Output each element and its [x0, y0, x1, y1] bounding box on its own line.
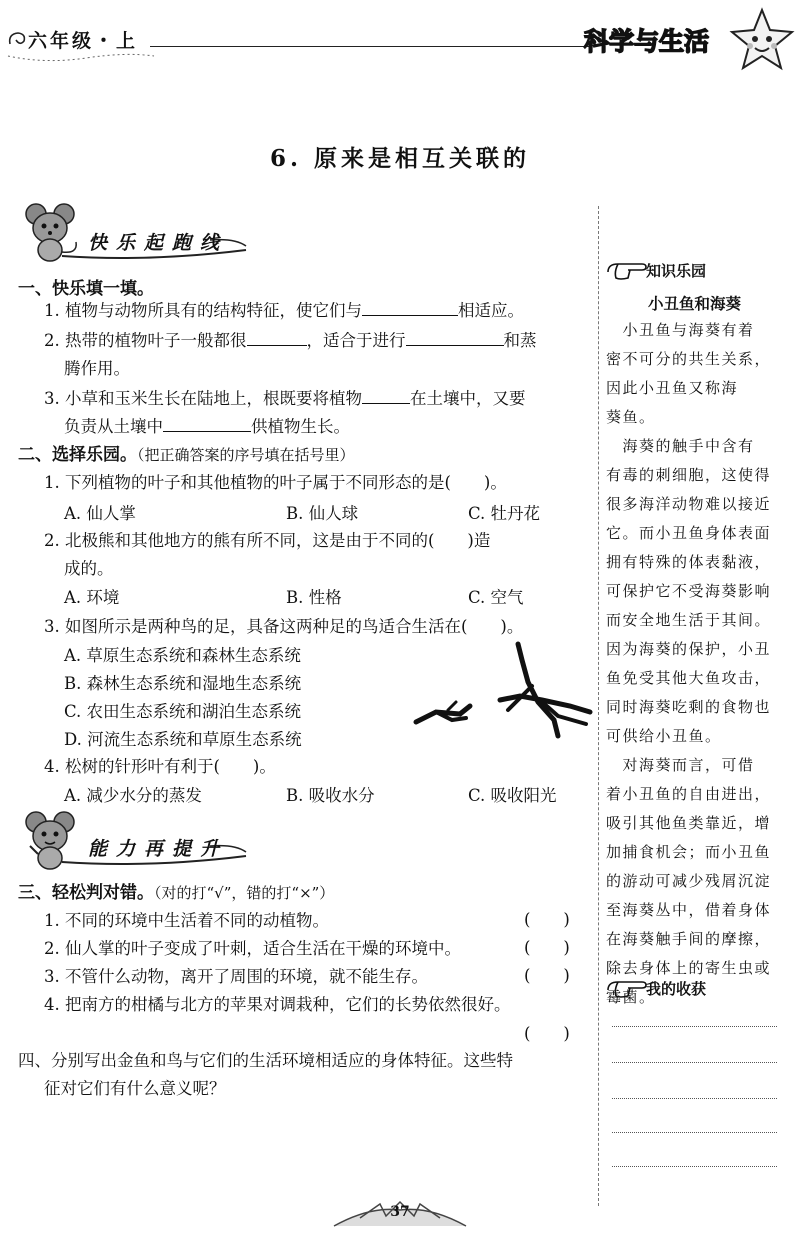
s2-q3-option-c[interactable]: C. 农田生态系统和湖泊生态系统	[64, 702, 302, 721]
article-line: 霉菌。	[606, 988, 656, 1006]
article-line: 很多海洋动物难以接近	[606, 495, 772, 513]
s3-item-2: 2. 仙人掌的叶子变成了叶刺，适合生活在干燥的环境中。	[44, 939, 461, 958]
sidebar-article	[606, 316, 794, 1012]
harvest-line-4[interactable]	[612, 1132, 777, 1133]
harvest-line-1[interactable]	[612, 1026, 777, 1027]
section3-note: （对的打“√”，错的打“×”）	[154, 884, 335, 902]
article-line: 吸引其他鱼类靠近，增	[606, 814, 772, 832]
grasping-foot-icon	[500, 644, 590, 736]
s1-q3	[44, 384, 526, 413]
article-line: 密不可分的共生关系，	[606, 350, 772, 368]
article-line: 加捕食机会；而小丑鱼	[606, 843, 772, 861]
article-line: 葵鱼。	[606, 408, 656, 426]
section2-heading: 二、选择乐园。	[18, 445, 137, 465]
s2-q3-stem: 3. 如图所示是两种鸟的足，具备这两种足的鸟适合生活在( )。	[44, 617, 524, 636]
s2-q2-stem: 2. 北极熊和其他地方的熊有所不同，这是由于不同的( )造	[44, 531, 491, 550]
s1-q3-text-d: 供植物生长。	[251, 417, 350, 436]
s2-q4-option-a[interactable]: A. 减少水分的蒸发	[64, 786, 202, 805]
article-line: 可供给小丑鱼。	[606, 727, 722, 745]
article-line: 除去身体上的寄生虫或	[606, 959, 772, 977]
page-title: 6. 原来是相互关联的	[269, 145, 531, 172]
s2-q2-option-b[interactable]: B. 性格	[286, 588, 342, 607]
s1-q2-blank2[interactable]	[406, 327, 504, 346]
s3-item-3-answer[interactable]: ( )	[524, 966, 570, 985]
article-line: 因此小丑鱼又称海	[606, 379, 739, 397]
article-line: 小丑鱼与海葵有着	[606, 321, 755, 339]
article-line: 拥有特殊的体表黏液，	[606, 553, 772, 571]
s2-q1-stem: 1. 下列植物的叶子和其他植物的叶子属于不同形态的是( )。	[44, 473, 507, 492]
section4-line2: 征对它们有什么意义呢？	[44, 1079, 226, 1098]
s2-q4-option-c[interactable]: C. 吸收阳光	[468, 786, 557, 805]
s1-q3-text-c: 负责从土壤中	[64, 417, 163, 436]
s2-q2-option-c[interactable]: C. 空气	[468, 588, 524, 607]
article-line: 鱼免受其他大鱼攻击，	[606, 669, 772, 687]
bird-feet-figure	[408, 640, 594, 740]
article-line: 可保护它不受海葵影响	[606, 582, 772, 600]
s3-item-1-answer[interactable]: ( )	[524, 910, 570, 929]
s1-q2-text-c: 和蒸	[503, 331, 537, 350]
s3-item-1: 1. 不同的环境中生活着不同的动植物。	[44, 911, 329, 930]
pointing-hand-icon	[606, 258, 648, 282]
s3-item-2-answer[interactable]: ( )	[524, 938, 570, 957]
s3-item-3: 3. 不管什么动物，离开了周围的环境，就不能生存。	[44, 967, 428, 986]
s2-q3-option-a[interactable]: A. 草原生态系统和森林生态系统	[64, 646, 301, 665]
section3-heading-row	[18, 878, 334, 903]
s1-q2-blank1[interactable]	[247, 327, 307, 346]
brand-title: 科学与生活	[584, 27, 710, 56]
harvest-line-5[interactable]	[612, 1166, 777, 1167]
header-decoration	[6, 52, 156, 62]
s2-q4-option-b[interactable]: B. 吸收水分	[286, 786, 375, 805]
s1-q2	[44, 326, 537, 355]
article-line: 对海葵而言，可借	[606, 756, 755, 774]
s1-q2-text-a: 2. 热带的植物叶子一般都很	[44, 331, 247, 350]
pointing-hand-icon-2	[606, 976, 648, 1000]
s1-q1-blank[interactable]	[362, 297, 458, 316]
s2-q4-stem: 4. 松树的针形叶有利于( )。	[44, 757, 276, 776]
article-line: 它。而小丑鱼身体表面	[606, 524, 772, 542]
article-line: 至海葵丛中，借着身体	[606, 901, 772, 919]
s1-q3-text-b: 在土壤中，又要	[410, 389, 526, 408]
article-title: 小丑鱼和海葵	[648, 295, 742, 313]
webbed-foot-icon	[416, 702, 470, 722]
harvest-line-2[interactable]	[612, 1062, 777, 1063]
article-line: 同时海葵吃剩的食物也	[606, 698, 772, 716]
s2-q3-option-b[interactable]: B. 森林生态系统和湿地生态系统	[64, 674, 302, 693]
section2-note: （把正确答案的序号填在括号里）	[137, 446, 355, 464]
grade-label: 六年级・上	[28, 30, 139, 52]
s2-q3-option-d[interactable]: D. 河流生态系统和草原生态系统	[64, 730, 302, 749]
s1-q3-blank2[interactable]	[163, 413, 251, 432]
s1-q1-text-a: 1. 植物与动物所具有的结构特征，使它们与	[44, 301, 362, 320]
column-divider	[598, 206, 599, 1206]
star-mascot-icon	[728, 6, 796, 74]
s1-q3-cont	[64, 412, 350, 441]
header-rule	[150, 46, 590, 47]
article-line: 着小丑鱼的自由进出，	[606, 785, 772, 803]
section4-line1	[18, 1046, 513, 1075]
section1-heading: 一、快乐填一填。	[18, 279, 154, 299]
page-number: 37	[390, 1204, 410, 1220]
s2-q1-option-a[interactable]: A. 仙人掌	[64, 504, 136, 523]
badge-kuaile-qipaoxian: 快乐起跑线	[88, 232, 229, 254]
s3-item-4-answer[interactable]: ( )	[524, 1024, 570, 1043]
s1-q3-blank1[interactable]	[362, 385, 410, 404]
harvest-label: 我的收获	[646, 980, 707, 998]
header-swirl-icon	[6, 28, 30, 50]
s2-q2-option-a[interactable]: A. 环境	[64, 588, 120, 607]
article-line: 海葵的触手中含有	[606, 437, 755, 455]
section3-heading: 三、轻松判对错。	[18, 883, 154, 903]
s2-q1-option-b[interactable]: B. 仙人球	[286, 504, 359, 523]
s3-item-4: 4. 把南方的柑橘与北方的苹果对调栽种，它们的长势依然很好。	[44, 995, 511, 1014]
s1-q1	[44, 296, 524, 325]
harvest-line-3[interactable]	[612, 1098, 777, 1099]
article-line: 因为海葵的保护，小丑	[606, 640, 772, 658]
s1-q3-text-a: 3. 小草和玉米生长在陆地上，根既要将植物	[44, 389, 362, 408]
knowledge-label: 知识乐园	[646, 262, 707, 280]
article-line: 在海葵触手间的摩擦，	[606, 930, 772, 948]
article-line: 有毒的刺细胞，这使得	[606, 466, 772, 484]
s2-q1-option-c[interactable]: C. 牡丹花	[468, 504, 541, 523]
s1-q1-text-b: 相适应。	[458, 301, 524, 320]
section2-heading-row	[18, 440, 355, 465]
badge-nengli-zaitisheng: 能力再提升	[88, 838, 229, 860]
article-line: 的游动可减少残屑沉淀	[606, 872, 772, 890]
s1-q2-text-b: ，适合于进行	[306, 331, 406, 350]
s1-q2-cont: 腾作用。	[64, 359, 130, 378]
article-line: 而安全地生活于其间。	[606, 611, 772, 629]
s2-q2-stem-cont: 成的。	[64, 559, 114, 578]
section4-text-1: 四、分别写出金鱼和鸟与它们的生活环境相适应的身体特征。这些特	[18, 1051, 513, 1070]
